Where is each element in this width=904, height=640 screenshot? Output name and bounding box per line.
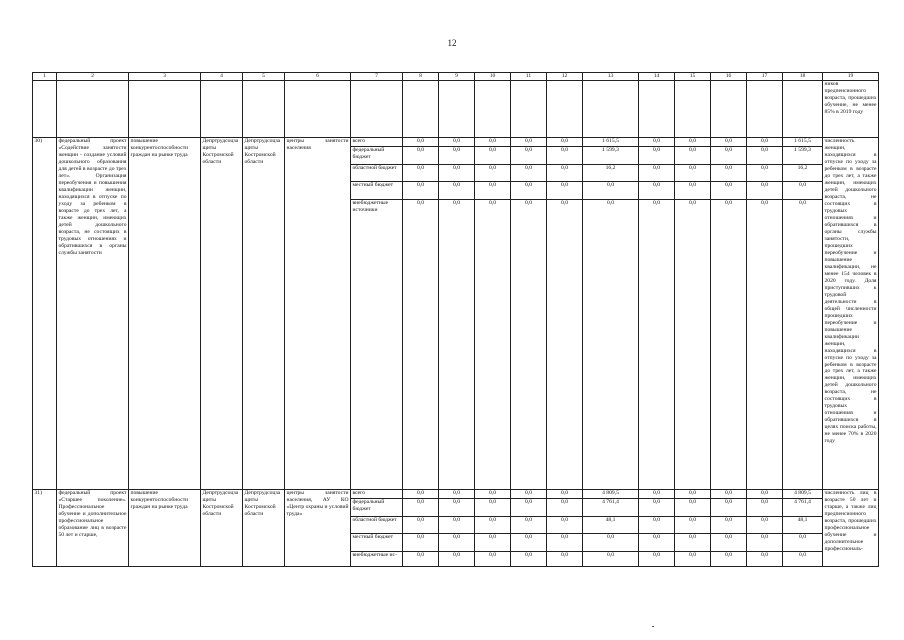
amount: 0,0 <box>511 200 547 490</box>
amount: 0,0 <box>711 182 747 200</box>
goal-text: повышение конкурентоспособности граждан на рынке труда <box>129 138 201 490</box>
amount: 0,0 <box>511 147 547 165</box>
amount: 0,0 <box>675 534 711 552</box>
column-number: 12 <box>547 73 583 81</box>
amount-total: 0,0 <box>783 200 823 490</box>
customer-org: Депртрудсоцзащиты Костромской области <box>243 138 285 490</box>
amount-total: 4 809,5 <box>783 490 823 499</box>
amount: 0,0 <box>711 138 747 147</box>
amount: 0,0 <box>583 200 639 490</box>
responsible-org: Депртрудсоцзащиты Костромской области <box>201 490 243 567</box>
amount: 0,0 <box>747 490 783 499</box>
amount: 0,0 <box>675 147 711 165</box>
amount: 0,0 <box>747 499 783 517</box>
column-number: 4 <box>201 73 243 81</box>
amount: 0,0 <box>475 534 511 552</box>
column-number: 8 <box>403 73 439 81</box>
expected-result: численность лиц в возрасте 50 лет и старше, а также лиц предпенсионного возраста, прошедших профессиональное обучение и дополнительное профессиональ- <box>823 490 879 567</box>
column-number: 3 <box>129 73 201 81</box>
amount: 0,0 <box>639 517 675 534</box>
amount: 0,0 <box>439 200 475 490</box>
amount: 0,0 <box>675 490 711 499</box>
amount: 0,0 <box>475 200 511 490</box>
project-description: федеральный проект «Старшее поколение». Профессиональное обучение и дополнительное профессиональное образование лиц в возрасте 50 лет и старше, <box>57 490 129 567</box>
funding-source: внебюджетные источники <box>351 200 403 490</box>
funding-source: областной бюджет <box>351 517 403 534</box>
amount: 0,0 <box>675 517 711 534</box>
row-number: 30) <box>33 138 57 490</box>
amount: 4 809,5 <box>583 490 639 499</box>
column-number: 1 <box>33 73 57 81</box>
funding-source: областной бюджет <box>351 165 403 182</box>
amount-total: 0,0 <box>783 534 823 552</box>
amount: 0,0 <box>711 552 747 567</box>
amount: 0,0 <box>439 138 475 147</box>
amount: 0,0 <box>547 552 583 567</box>
amount: 0,0 <box>583 552 639 567</box>
amount: 0,0 <box>711 147 747 165</box>
amount: 0,0 <box>439 499 475 517</box>
column-number: 16 <box>711 73 747 81</box>
amount: 0,0 <box>547 490 583 499</box>
amount: 0,0 <box>711 490 747 499</box>
amount: 0,0 <box>675 182 711 200</box>
amount: 0,0 <box>711 200 747 490</box>
column-number: 2 <box>57 73 129 81</box>
amount: 0,0 <box>439 165 475 182</box>
amount: 4 761,4 <box>583 499 639 517</box>
amount: 0,0 <box>475 517 511 534</box>
amount: 0,0 <box>639 182 675 200</box>
funding-source: федеральный бюджет <box>351 499 403 517</box>
funding-source: местный бюджет <box>351 182 403 200</box>
amount: 0,0 <box>547 138 583 147</box>
amount: 1 599,3 <box>583 147 639 165</box>
amount: 0,0 <box>675 200 711 490</box>
amount: 0,0 <box>639 499 675 517</box>
amount: 0,0 <box>747 517 783 534</box>
column-number: 18 <box>783 73 823 81</box>
amount: 0,0 <box>639 147 675 165</box>
amount: 0,0 <box>711 499 747 517</box>
amount-total: 1 599,3 <box>783 147 823 165</box>
amount: 0,0 <box>403 165 439 182</box>
column-number: 19 <box>823 73 879 81</box>
amount: 0,0 <box>583 182 639 200</box>
funding-source: федеральный бюджет <box>351 147 403 165</box>
amount: 0,0 <box>747 182 783 200</box>
amount: 0,0 <box>403 499 439 517</box>
amount: 0,0 <box>747 147 783 165</box>
amount: 0,0 <box>639 490 675 499</box>
amount: 0,0 <box>711 534 747 552</box>
amount: 0,0 <box>475 138 511 147</box>
amount: 1 615,5 <box>583 138 639 147</box>
amount: 0,0 <box>547 499 583 517</box>
amount: 0,0 <box>511 138 547 147</box>
amount: 0,0 <box>547 534 583 552</box>
amount-total: 0,0 <box>783 552 823 567</box>
amount: 0,0 <box>403 517 439 534</box>
column-number: 6 <box>285 73 351 81</box>
amount: 0,0 <box>475 490 511 499</box>
executor-text: центры занятости населения <box>285 138 351 490</box>
executor-text: центры занятости населения, АУ КО «Центр охраны и условий труда» <box>285 490 351 567</box>
amount: 0,0 <box>547 147 583 165</box>
amount: 0,0 <box>639 165 675 182</box>
column-number: 5 <box>243 73 285 81</box>
amount: 0,0 <box>403 534 439 552</box>
amount: 0,0 <box>439 490 475 499</box>
budget-table <box>32 72 879 567</box>
row-number: 31) <box>33 490 57 567</box>
amount: 0,0 <box>511 165 547 182</box>
amount: 0,0 <box>547 517 583 534</box>
amount-total: 16,2 <box>783 165 823 182</box>
amount-total: 0,0 <box>783 182 823 200</box>
amount: 0,0 <box>639 138 675 147</box>
amount: 0,0 <box>639 200 675 490</box>
amount: 0,0 <box>511 534 547 552</box>
amount: 0,0 <box>711 517 747 534</box>
amount: 0,0 <box>547 182 583 200</box>
amount: 0,0 <box>675 499 711 517</box>
funding-source: местный бюджет <box>351 534 403 552</box>
amount: 0,0 <box>675 165 711 182</box>
responsible-org: Депртрудсоцзащиты Костромской области <box>201 138 243 490</box>
column-number: 11 <box>511 73 547 81</box>
amount-total: 1 615,5 <box>783 138 823 147</box>
amount: 0,0 <box>511 552 547 567</box>
amount-total: 48,1 <box>783 517 823 534</box>
amount: 0,0 <box>711 165 747 182</box>
amount: 0,0 <box>511 517 547 534</box>
amount: 0,0 <box>747 138 783 147</box>
amount: 0,0 <box>747 200 783 490</box>
amount: 0,0 <box>439 517 475 534</box>
column-number: 13 <box>583 73 639 81</box>
column-number: 9 <box>439 73 475 81</box>
column-number: 17 <box>747 73 783 81</box>
amount: 0,0 <box>475 182 511 200</box>
amount: 16,2 <box>583 165 639 182</box>
customer-org: Депртрудсоцзащиты Костромской области <box>243 490 285 567</box>
amount: 0,0 <box>475 165 511 182</box>
amount: 0,0 <box>475 147 511 165</box>
amount: 0,0 <box>675 138 711 147</box>
amount: 0,0 <box>403 490 439 499</box>
amount: 0,0 <box>547 165 583 182</box>
amount: 0,0 <box>583 534 639 552</box>
amount: 0,0 <box>675 552 711 567</box>
project-description: федеральный проект «Содействие занятости женщин - создание условий дошкольного образования для детей в возрасте до трех лет». Организация переобучения и повышения квалификации женщин, находящихся в отпуске по уходу за ребенком в возрасте до трех лет, а также женщин, имеющих детей дошкольного возраста, не состоящих в трудовых отношениях и обратившихся в органы службы занятости <box>57 138 129 490</box>
column-number: 15 <box>675 73 711 81</box>
amount: 0,0 <box>511 490 547 499</box>
amount: 0,0 <box>747 552 783 567</box>
column-number-row <box>33 73 879 81</box>
amount: 0,0 <box>511 182 547 200</box>
amount: 0,0 <box>403 147 439 165</box>
amount: 0,0 <box>439 182 475 200</box>
amount: 0,0 <box>639 534 675 552</box>
amount: 48,1 <box>583 517 639 534</box>
table-row <box>33 490 879 499</box>
amount: 0,0 <box>439 147 475 165</box>
amount: 0,0 <box>475 499 511 517</box>
goal-text: повышение конкурентоспособности граждан на рынке труда <box>129 490 201 567</box>
amount: 0,0 <box>475 552 511 567</box>
page-number: 12 <box>447 38 457 48</box>
amount: 0,0 <box>511 499 547 517</box>
funding-source: внебюджетные ис- <box>351 552 403 567</box>
funding-source: всего <box>351 138 403 147</box>
continuation-row <box>33 81 879 138</box>
amount-total: 4 761,4 <box>783 499 823 517</box>
amount: 0,0 <box>403 200 439 490</box>
amount: 0,0 <box>547 200 583 490</box>
amount: 0,0 <box>439 534 475 552</box>
amount: 0,0 <box>403 138 439 147</box>
amount: 0,0 <box>403 182 439 200</box>
table-row <box>33 138 879 147</box>
column-number: 7 <box>351 73 403 81</box>
funding-source: всего <box>351 490 403 499</box>
amount: 0,0 <box>403 552 439 567</box>
amount: 0,0 <box>639 552 675 567</box>
continuation-text: ников предпенсионного возраста, прошедших обучение, не менее 85% в 2019 году <box>823 81 879 138</box>
amount: 0,0 <box>439 552 475 567</box>
amount: 0,0 <box>747 534 783 552</box>
column-number: 14 <box>639 73 675 81</box>
column-number: 10 <box>475 73 511 81</box>
amount: 0,0 <box>747 165 783 182</box>
expected-result: численность женщин, находящихся в отпуске по уходу за ребенком в возрасте до трех лет, а также женщин, имеющих детей дошкольного возраста, не состоящих в трудовых отношениях и обратившихся в органы службы занятости, прошедших переобучение и повышение квалификации, не менее 154 человек в 2020 году. Доля приступивших к трудовой деятельности в общей численности прошедших переобучение и повышение квалификации женщин, находящихся в отпуске по уходу за ребенком в возрасте до трех лет, а также женщин, имеющих детей дошкольного возраста, не состоящих в трудовых отношениях и обратившихся в целях поиска работы, не менее 70% в 2020 году <box>823 138 879 490</box>
scan-mark <box>652 626 654 627</box>
